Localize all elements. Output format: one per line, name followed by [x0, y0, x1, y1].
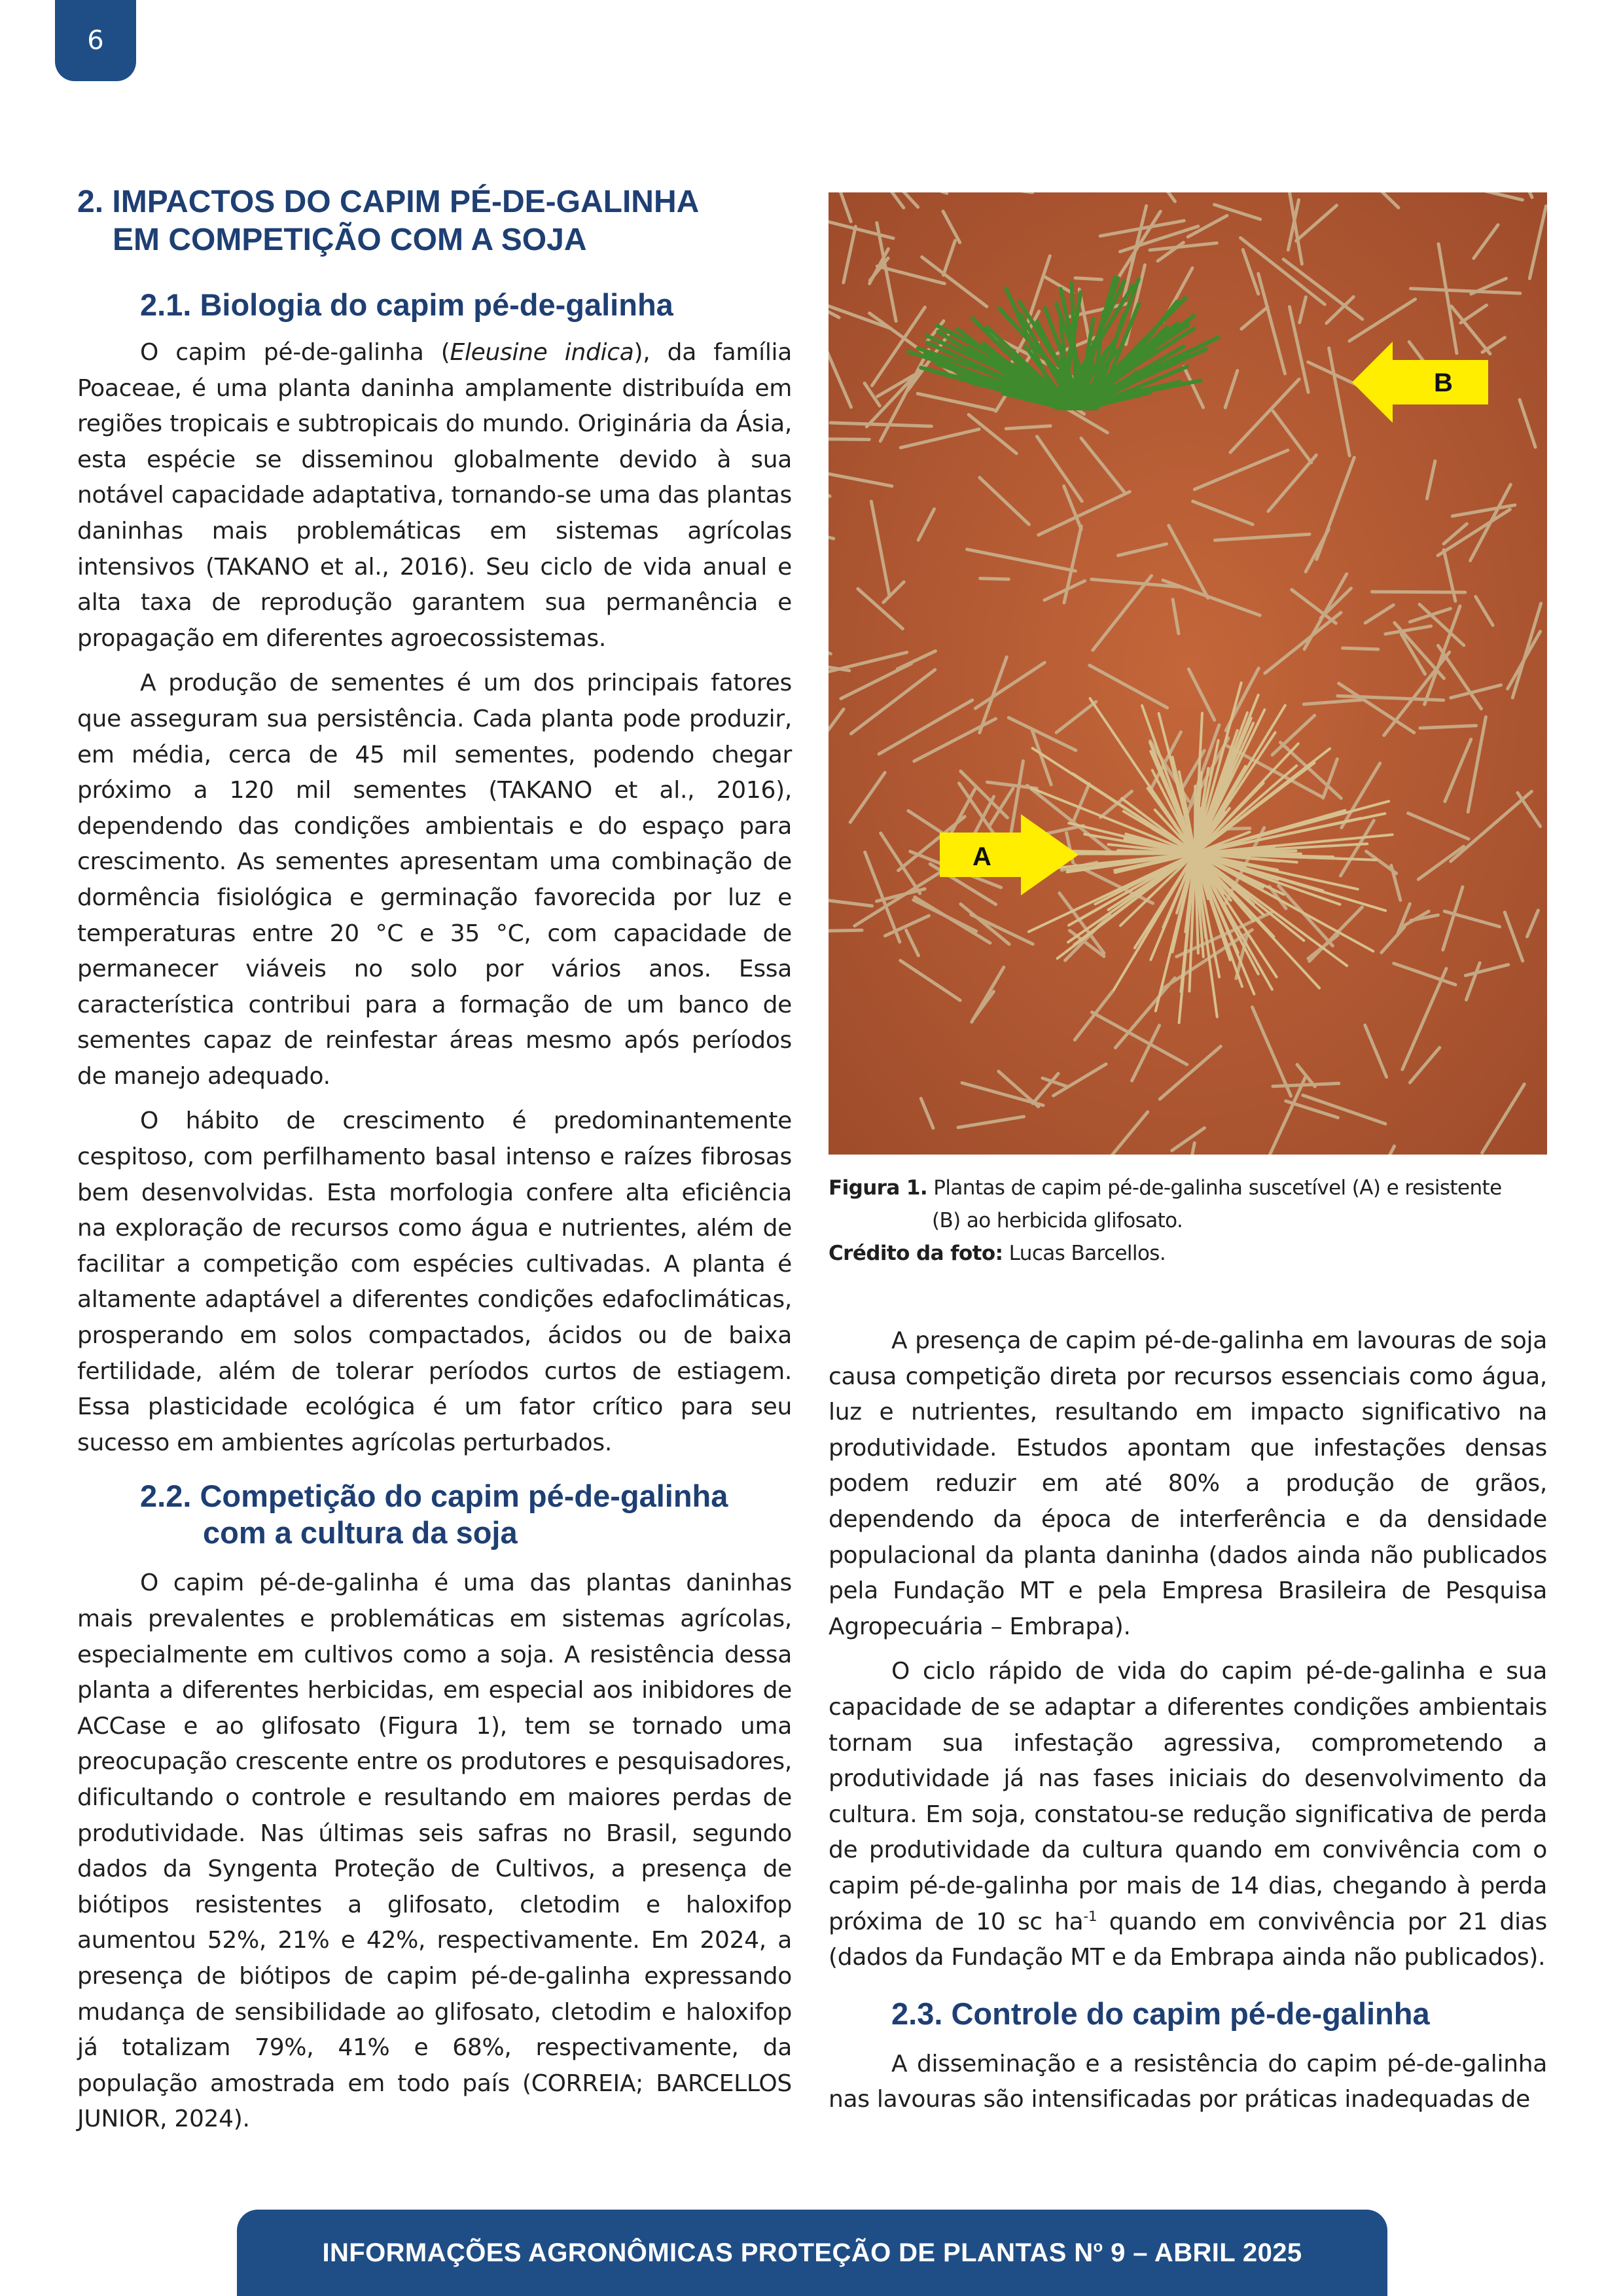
- subsection-title-control: 2.3. Controle do capim pé-de-galinha: [891, 1996, 1430, 2031]
- figure-caption: [829, 1172, 1555, 1270]
- section-title-line1: 2. IMPACTOS DO CAPIM PÉ-DE-GALINHA: [77, 185, 700, 219]
- species-name: Eleusine indica: [450, 339, 634, 366]
- caption-label: Figura 1.: [829, 1176, 928, 1200]
- footer-banner: [237, 2210, 1387, 2296]
- paragraph-biology-1: [77, 335, 792, 656]
- straw-stalk: [1343, 648, 1378, 649]
- subsection-title-biology: 2.1. Biologia do capim pé-de-galinha: [140, 287, 673, 322]
- arrow-b-label: B: [1434, 368, 1453, 397]
- paragraph-control-1: A disseminação e a resistência do capim pé-de-galinha nas lavouras são intensificadas por práticas inadequadas de: [829, 2050, 1547, 2113]
- figure-1-photo: [829, 192, 1547, 1155]
- credit-text: Lucas Barcellos.: [1008, 1242, 1166, 1265]
- text-run: O ciclo rápido de vida do capim pé-de-galinha e sua capacidade de se adaptar a diferentes condições ambientais tornam sua infestação agressiva, comprometendo a produtividade já nas fases iniciais do desenvolvimento da cultura. Em soja, constatou-se redução significativa de perda de produtividade da cultura quando em convivência com o capim pé-de-galinha por mais de 14 dias, chegando à perda próxima de 10 sc ha: [829, 1658, 1547, 1935]
- footer-superscript: o: [1093, 2238, 1103, 2256]
- paragraph-biology-2: A produção de sementes é um dos principais fatores que asseguram sua persistência. Cada planta pode produzir, em média, cerca de 45 mil sementes, podendo chegar próximo a 120 mil sementes (TAKANO et al., 2016), dependendo das condições ambientais e do espaço para crescimento. As sementes apresentam uma combinação de dormência fisiológica e germinação favorecida por luz e temperaturas entre 20 °C e 35 °C, com capacidade de permanecer viáveis no solo por vários anos. Essa característica contribui para a formação de um banco de sementes capaz de reinfestar áreas mesmo após períodos de manejo adequado.: [77, 670, 792, 1090]
- subsection-title-line2: com a cultura da soja: [203, 1515, 518, 1551]
- straw-stalk: [829, 930, 862, 931]
- straw-stalk: [1075, 278, 1101, 279]
- footer-text-run: INFORMAÇÕES AGRONÔMICAS PROTEÇÃO DE PLANTAS N: [322, 2238, 1094, 2267]
- footer-text: [322, 2238, 1302, 2268]
- page-number: 6: [87, 26, 104, 56]
- footer-text-run: 9 – ABRIL 2025: [1103, 2238, 1302, 2267]
- paragraph-biology-3: O hábito de crescimento é predominantemente cespitoso, com perfilhamento basal intenso e raízes fibrosas bem desenvolvidas. Esta morfologia confere alta eficiência na exploração de recursos como água e nutrientes, além de facilitar a competição com espécies cultivadas. A planta é altamente adaptável a diferentes condições edafoclimáticas, prosperando em solos compactados, ácidos ou de baixa fertilidade, além de tolerar períodos curtos de estiagem. Essa plasticidade ecológica é um fator crítico para seu sucesso em ambientes agrícolas perturbados.: [77, 1107, 792, 1456]
- section-title-line2: EM COMPETIÇÃO COM A SOJA: [113, 223, 587, 257]
- text-run: ), da família Poaceae, é uma planta daninha amplamente distribuída em regiões tropicais e subtropicais do mundo. Originária da Ásia, esta espécie se disseminou globalmente devido à sua notável capacidade adaptativa, tornando-se uma das plantas daninhas mais problemáticas em sistemas agrícolas intensivos (TAKANO et al., 2016). Seu ciclo de vida anual e alta taxa de reprodução garantem sua permanência e propagação em diferentes agroecossistemas.: [77, 339, 792, 652]
- arrow-a-label: A: [972, 842, 991, 871]
- field-photo-illustration: [829, 192, 1547, 1155]
- paragraph-competition-3: [829, 1654, 1547, 1975]
- left-column: [77, 183, 792, 2147]
- caption-text-line2: (B) ao herbicida glifosato.: [932, 1209, 1183, 1232]
- caption-text-line1: Plantas de capim pé-de-galinha suscetível (A) e resistente: [933, 1176, 1502, 1200]
- subsection-title-line1: 2.2. Competição do capim pé-de-galinha: [140, 1479, 728, 1514]
- right-column: [829, 1323, 1547, 2127]
- section-title: [77, 183, 792, 259]
- text-run: O capim pé-de-galinha (: [140, 339, 450, 366]
- paragraph-competition-2: A presença de capim pé-de-galinha em lavouras de soja causa competição direta por recursos essenciais como água, luz e nutrientes, resultando em impacto significativo na produtividade. Estudos apontam que infestações densas podem reduzir em até 80% a produção de grãos, dependendo da época de interferência e da densidade populacional da planta daninha (dados ainda não publicados pela Fundação MT e pela Empresa Brasileira de Pesquisa Agropecuária – Embrapa).: [829, 1327, 1547, 1640]
- superscript: -1: [1083, 1908, 1097, 1925]
- page-number-tab: [55, 0, 136, 81]
- paragraph-competition-1: O capim pé-de-galinha é uma das plantas daninhas mais prevalentes e problemáticas em sistemas agrícolas, especialmente em cultivos como a soja. A resistência dessa planta a diferentes herbicidas, em especial aos inibidores de ACCase e ao glifosato (Figura 1), tem se tornado uma preocupação crescente entre os produtores e pesquisadores, dificultando o controle e resultando em maiores perdas de produtividade. Nas últimas seis safras no Brasil, segundo dados da Syngenta Proteção de Cultivos, a presença de biótipos resistentes a glifosato, cletodim e haloxifop aumentou 52%, 21% e 42%, respectivamente. Em 2024, a presença de biótipos de capim pé-de-galinha expressando mudança de sensibilidade ao glifosato, cletodim e haloxifop já totalizam 79%, 41% e 68%, respectivamente, da população amostrada em todo país (CORREIA; BARCELLOS JUNIOR, 2024).: [77, 1570, 792, 2133]
- text-run: quando em convivência por 21 dias (dados da Fundação MT e da Embrapa ainda não publicados).: [829, 1908, 1547, 1971]
- credit-label: Crédito da foto:: [829, 1242, 1003, 1265]
- subsection-title-competition: [77, 1478, 792, 1551]
